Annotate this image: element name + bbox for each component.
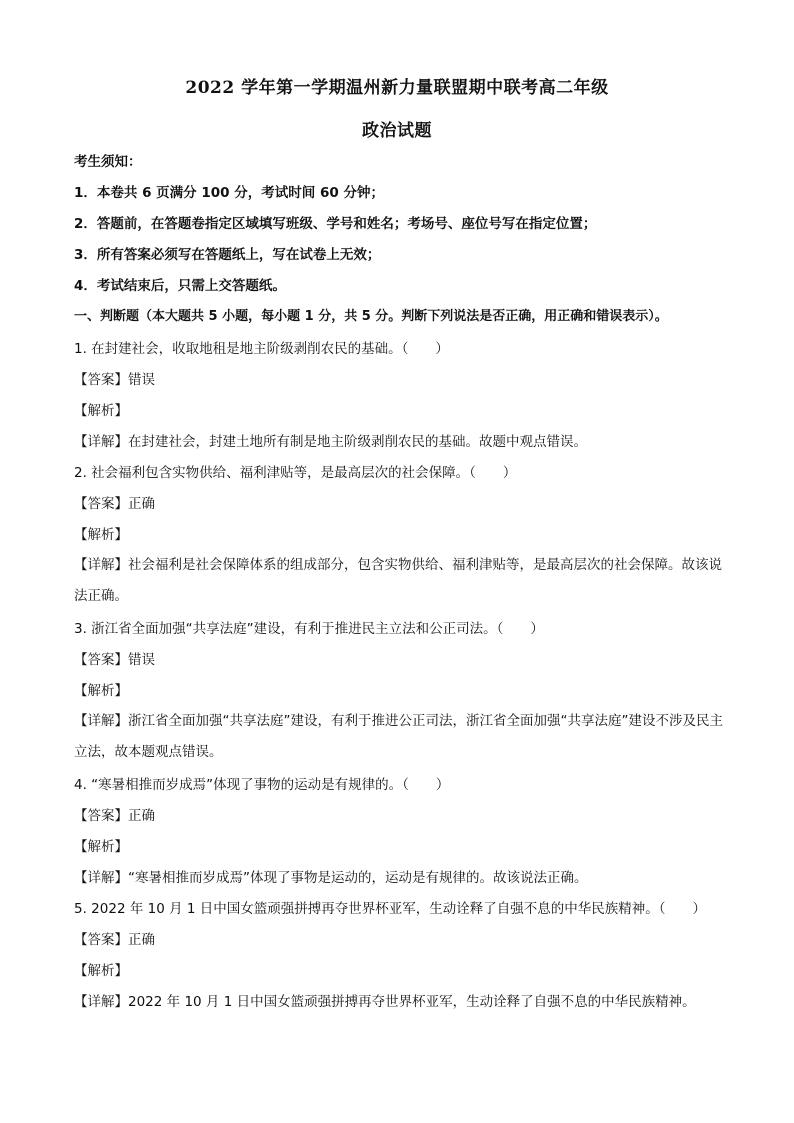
section-heading: 一、判断题（本大题共 5 小题，每小题 1 分，共 5 分。判断下列说法是否正确，用正确和错误表示）。 (74, 309, 668, 324)
detail-text: 【详解】社会福利是社会保障体系的组成部分，包含实物供给、福利津贴等，是最高层次的社会保障。故该说法正确。 (74, 557, 722, 604)
notice-item: 4．考试结束后，只需上交答题纸。 (74, 278, 286, 294)
answer-line: 【答案】错误 (74, 372, 155, 388)
question-stem: 3. 浙江省全面加强“共享法庭”建设，有利于推进民主立法和公正司法。（ ） (74, 621, 544, 637)
answer-line: 【答案】正确 (74, 496, 155, 512)
document-subtitle: 政治试题 (362, 121, 432, 141)
analysis-label: 【解析】 (74, 683, 128, 699)
question-stem: 5. 2022 年 10 月 1 日中国女篮顽强拼搏再夺世界杯亚军，生动诠释了自强不息的中华民族精神。（ ） (74, 901, 707, 917)
detail-text: 【详解】“寒暑相推而岁成焉”体现了事物是运动的，运动是有规律的。故该说法正确。 (74, 870, 588, 886)
document-title: 2022 学年第一学期温州新力量联盟期中联考高二年级 (185, 78, 609, 98)
detail-text: 【详解】浙江省全面加强“共享法庭”建设，有利于推进公正司法，浙江省全面加强“共享法庭”建设不涉及民主立法，故本题观点错误。 (74, 713, 723, 760)
analysis-label: 【解析】 (74, 963, 128, 979)
question-stem: 2. 社会福利包含实物供给、福利津贴等，是最高层次的社会保障。（ ） (74, 465, 517, 481)
detail-text: 【详解】在封建社会，封建土地所有制是地主阶级剥削农民的基础。故题中观点错误。 (74, 434, 587, 450)
question-stem: 4. “寒暑相推而岁成焉”体现了事物的运动是有规律的。（ ） (74, 777, 450, 793)
answer-line: 【答案】正确 (74, 808, 155, 824)
detail-text: 【详解】2022 年 10 月 1 日中国女篮顽强拼搏再夺世界杯亚军，生动诠释了自强不息的中华民族精神。 (74, 994, 696, 1010)
notice-item: 1．本卷共 6 页满分 100 分，考试时间 60 分钟； (74, 185, 384, 201)
analysis-label: 【解析】 (74, 839, 128, 855)
notice-item: 2．答题前，在答题卷指定区域填写班级、学号和姓名；考场号、座位号写在指定位置； (74, 216, 597, 232)
analysis-label: 【解析】 (74, 527, 128, 543)
question-stem: 1. 在封建社会，收取地租是地主阶级剥削农民的基础。（ ） (74, 341, 449, 357)
answer-line: 【答案】错误 (74, 652, 155, 668)
notice-item: 3．所有答案必须写在答题纸上，写在试卷上无效； (74, 247, 381, 263)
notice-heading: 考生须知： (74, 154, 142, 170)
analysis-label: 【解析】 (74, 403, 128, 419)
answer-line: 【答案】正确 (74, 932, 155, 948)
